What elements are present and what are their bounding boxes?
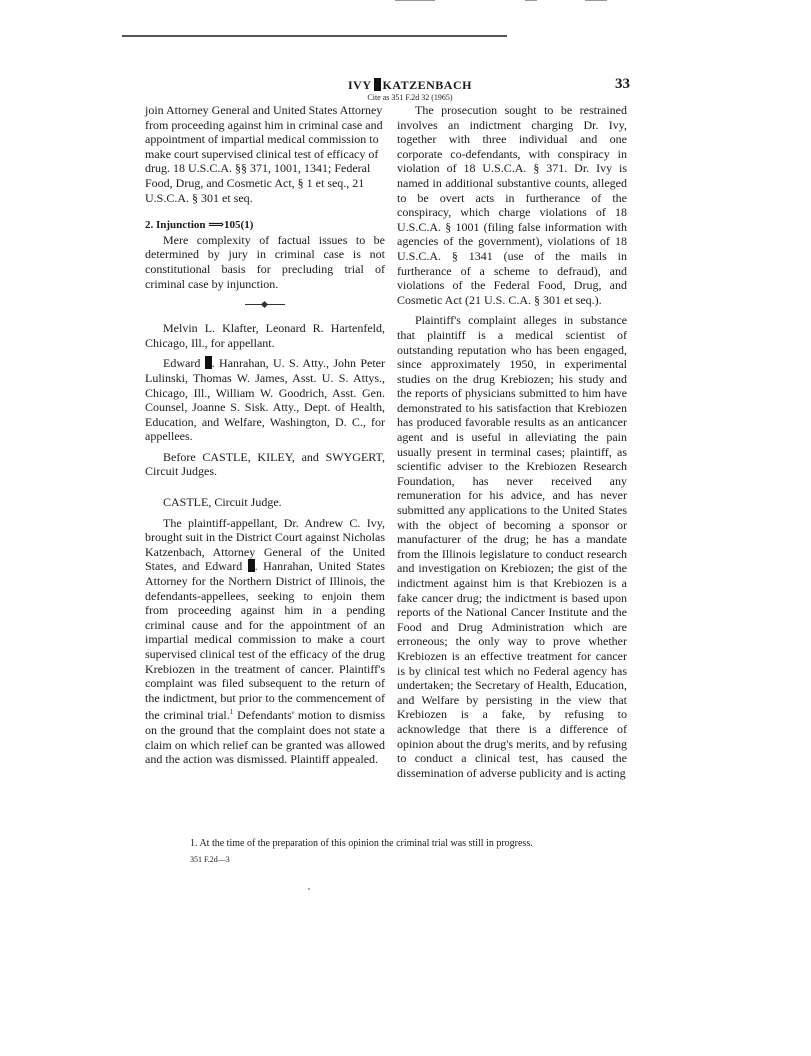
opinion-paragraph-2: The prosecution sought to be restrained involves an indictment charging Dr. Ivy, together with three individual and one corporate co-defendants, with conspiracy in violation of 18 U.S.C.A. § 371. Dr. Ivy is named in additional substantive counts, alleged to be overt acts in furtherance of the conspiracy, which charge violations of 18 U.S.C.A. § 1001 (filing false information with agencies of the government), violations of 18 U.S.C.A. § 1341 (use of the mails in furtherance of a scheme to defraud), and violations of the Federal Food, Drug, and Cosmetic Act (21 U.S. C.A. § 301 et seq.). <box>397 103 627 307</box>
footnote-1: 1. At the time of the preparation of this opinion the criminal trial was still in progress. <box>190 838 533 849</box>
headnote-2 <box>145 218 385 291</box>
top-scan-mark-3 <box>585 0 607 1</box>
redaction-mark <box>374 78 381 91</box>
party-left: IVY <box>348 78 372 92</box>
opinion-author: CASTLE, Circuit Judge. <box>163 495 282 510</box>
top-scan-mark-1 <box>395 0 435 1</box>
counsel-appellees-post: . Hanrahan, U. S. Atty., John Peter Lulinski, Thomas W. James, Asst. U. S. Attys., Chicago, Ill., William W. Goodrich, Asst. Gen. Counsel, Joanne S. Sisk. Atty., Dept. of Health, Education, and Welfare, Washington, D. C., for appellees. <box>145 356 386 444</box>
right-column <box>397 103 627 780</box>
opinion-paragraph-1 <box>145 516 385 767</box>
section-divider <box>245 304 285 305</box>
counsel-appellees <box>145 356 385 444</box>
headnote-1-text: join Attorney General and United States Attorney from proceeding against him in criminal case and appointment of impartial medical commission to make court supervised clinical test of efficacy of drug. 18 U.S.C.A. §§ 371, 1001, 1341; Federal Food, Drug, and Cosmetic Act, § 1 et seq., 21 U.S.C.A. § 301 et seq. <box>145 103 383 205</box>
counsel-appellees-pre: Edward <box>163 356 201 371</box>
footnote-reference[interactable]: 1 <box>229 708 234 717</box>
opinion-text-post: . Hanrahan, United States Attorney for the Northern District of Illinois, the defendants-appellees, seeking to enjoin them from proceeding against him in a pending criminal cause and for the appointment of an impartial medical commission to make a court supervised clinical test of the efficacy of the drug Krebiozen in the treatment of cancer. Plaintiff's complaint was filed subsequent to the return of the indictment, but prior to the commencement of the criminal trial. <box>145 559 385 723</box>
page-number: 33 <box>615 76 630 92</box>
headnote-2-title: 2. Injunction ⟹105(1) <box>145 219 254 232</box>
panel-line: Before CASTLE, KILEY, and SWYGERT, Circuit Judges. <box>145 449 385 479</box>
running-head <box>300 78 520 93</box>
citation-line: Cite as 351 F.2d 32 (1965) <box>367 93 453 102</box>
opinion-paragraph-3: Plaintiff's complaint alleges in substance that plaintiff is a medical scientist of outstanding reputation who has been engaged, since approximately 1950, in experimental studies on the drug Krebiozen; his study and the reports of physicians submitted to him have demonstrated to his satisfaction that Krebiozen has produced favorable results as an anticancer agent and is useful in alleviating the pain usually present in terminal cases; plaintiff, as scientific adviser to the Krebiozen Research Foundation, has never received any remuneration for his advice, and has never submitted any applications to the United States with the object of becoming a sponsor or manufacturer of the drug; he has a mandate from the Illinois legislature to conduct research and investigation on Krebiozen; the gist of the indictment against him is that Krebiozen is a fake cancer drug; the indictment is based upon reports of the National Cancer Institute and the Food and Drug Administration which are erroneous; the only way to prove whether Krebiozen is an effective treatment for cancer is by clinical test which no Federal agency has undertaken; the Secretary of Health, Education, and Welfare by persisting in the view that Krebiozen is a fake, by refusing to acknowledge that there is a difference of opinion about the drug's merits, and by refusing to conduct a clinical test, has caused the dissemination of adverse publicity and is acting <box>397 313 627 780</box>
opinion-text-pre: The plaintiff-appellant, Dr. Andrew C. Ivy, brought suit in the District Court against Nicholas Katzenbach, Attorney General of the United States, and Edward <box>145 515 385 574</box>
header-rule <box>122 35 507 37</box>
redaction-mark <box>248 559 255 572</box>
volume-signature: 351 F.2d—3 <box>190 855 230 864</box>
party-right: KATZENBACH <box>382 78 472 92</box>
top-scan-mark-2 <box>525 0 537 1</box>
counsel-appellant: Melvin L. Klafter, Leonard R. Hartenfeld, Chicago, Ill., for appellant. <box>145 321 385 350</box>
left-column <box>145 103 385 767</box>
opinion-text-end: Defendants' motion to dismiss on the ground that the complaint does not state a claim on which relief can be granted was allowed and the action was dismissed. Plaintiff appealed. <box>145 708 386 767</box>
scan-speck <box>308 888 310 890</box>
redaction-mark <box>205 356 212 369</box>
headnote-2-text: Mere complexity of factual issues to be determined by jury in criminal case is not constitutional basis for precluding trial of criminal case by injunction. <box>145 232 385 291</box>
